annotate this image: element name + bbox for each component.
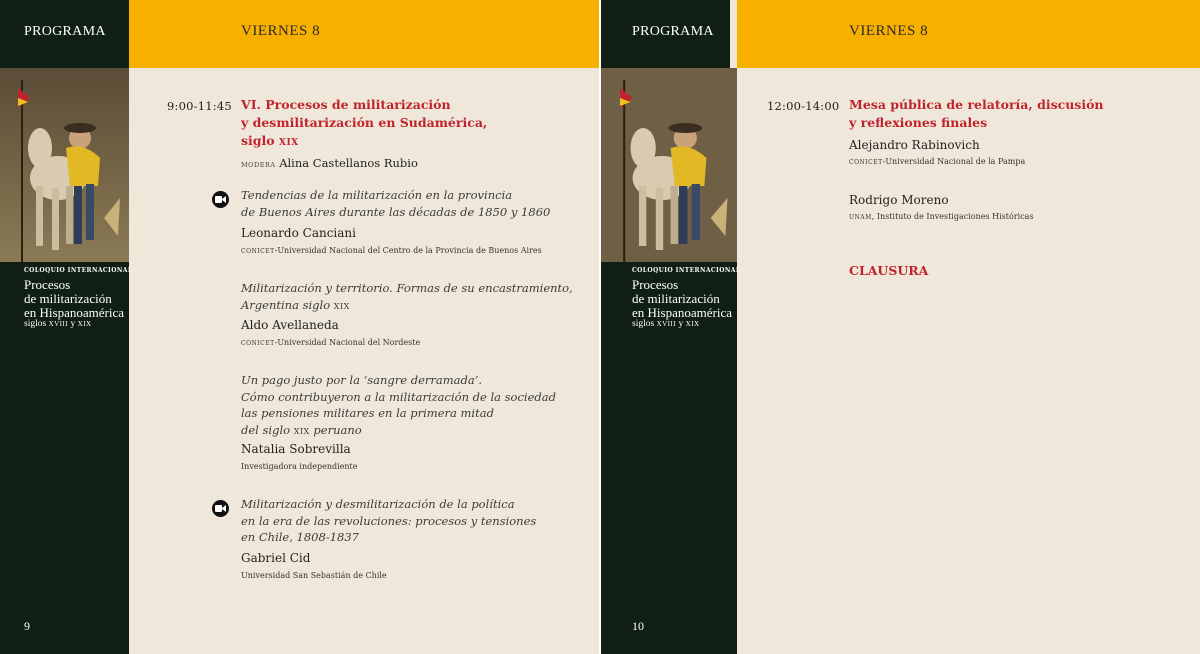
affiliation-text: -Universidad Nacional de la Pampa bbox=[882, 157, 1026, 166]
subtitle-part: siglos bbox=[632, 319, 657, 329]
video-camera-icon bbox=[212, 191, 229, 208]
section-label: PROGRAMA bbox=[24, 24, 106, 39]
event-title-line: en Hispanoamérica bbox=[632, 305, 732, 320]
talk-title bbox=[241, 187, 581, 220]
event-title-line: de militarización bbox=[24, 291, 112, 306]
speaker-name: Aldo Avellaneda bbox=[241, 318, 339, 332]
header-bar bbox=[737, 0, 1200, 68]
talk-title bbox=[241, 372, 581, 440]
session-time: 12:00-14:00 bbox=[767, 99, 840, 113]
closing-label: CLAUSURA bbox=[849, 263, 929, 278]
subtitle-part: y bbox=[676, 319, 686, 329]
speaker-name: Rodrigo Moreno bbox=[849, 193, 949, 207]
talk-title-part: Argentina siglo bbox=[241, 297, 334, 312]
video-camera-icon bbox=[212, 500, 229, 517]
session-title-century: XIX bbox=[278, 138, 299, 148]
program-page-10 bbox=[601, 0, 1200, 654]
header-bar bbox=[129, 0, 599, 68]
affiliation-text: -Universidad Nacional del Centro de la Provincia de Buenos Aires bbox=[274, 246, 542, 255]
speaker-affiliation bbox=[849, 212, 1034, 221]
moderator bbox=[241, 156, 418, 170]
talk-title-line: las pensiones militares en la primera mitad bbox=[241, 406, 494, 420]
event-subtitle bbox=[632, 319, 700, 329]
affiliation-text: -Universidad Nacional del Nordeste bbox=[274, 338, 421, 347]
speaker-affiliation bbox=[241, 338, 420, 347]
talk-title-line bbox=[241, 422, 581, 441]
speaker-affiliation bbox=[849, 157, 1025, 166]
moderator-label: MODERA bbox=[241, 161, 276, 169]
speaker-affiliation: Universidad San Sebastián de Chile bbox=[241, 571, 387, 580]
talk-title-line: en Chile, 1808-1837 bbox=[241, 530, 359, 544]
subtitle-part: siglos bbox=[24, 319, 49, 329]
cover-painting bbox=[0, 68, 129, 262]
affiliation-tag: CONICET bbox=[241, 340, 275, 347]
talk-title-line: Militarización y desmilitarización de la política bbox=[241, 497, 515, 511]
event-title-line: de militarización bbox=[632, 291, 720, 306]
speaker-name: Natalia Sobrevilla bbox=[241, 442, 351, 456]
colloquium-label: COLOQUIO INTERNACIONAL bbox=[632, 267, 741, 274]
subtitle-century: XVIII bbox=[656, 320, 677, 328]
day-label: VIERNES 8 bbox=[849, 23, 929, 39]
talk-title-line: Militarización y territorio. Formas de su encastramiento, bbox=[241, 281, 573, 295]
talk-title bbox=[241, 280, 581, 315]
talk-title-line: Un pago justo por la ‘sangre derramada’. bbox=[241, 373, 483, 387]
event-subtitle bbox=[24, 319, 92, 329]
event-title bbox=[632, 278, 737, 320]
event-title bbox=[24, 278, 129, 320]
page-number: 10 bbox=[632, 619, 644, 633]
affiliation-tag: CONICET bbox=[849, 159, 883, 166]
subtitle-part: y bbox=[68, 319, 78, 329]
session-title-line bbox=[241, 132, 487, 152]
speaker-affiliation: Investigadora independiente bbox=[241, 462, 358, 471]
session-time: 9:00-11:45 bbox=[167, 99, 232, 113]
speaker-name: Gabriel Cid bbox=[241, 551, 311, 565]
talk-title-part: del siglo bbox=[241, 422, 294, 437]
affiliation-text: , Instituto de Investigaciones Históricas bbox=[871, 212, 1034, 221]
affiliation-tag: UNAM bbox=[849, 214, 872, 221]
day-label: VIERNES 8 bbox=[241, 23, 321, 39]
subtitle-century: XIX bbox=[77, 320, 92, 328]
speaker-name: Alejandro Rabinovich bbox=[849, 138, 980, 152]
event-title-line: Procesos bbox=[24, 277, 71, 292]
talk-title bbox=[241, 496, 581, 546]
session-title bbox=[241, 96, 487, 152]
session-title bbox=[849, 96, 1104, 132]
talk-title-line: Tendencias de la militarización en la provincia bbox=[241, 188, 513, 202]
subtitle-century: XVIII bbox=[48, 320, 69, 328]
session-title-line: VI. Procesos de militarización bbox=[241, 97, 451, 112]
moderator-name: Alina Castellanos Rubio bbox=[279, 156, 418, 170]
session-title-line: y reflexiones finales bbox=[849, 115, 988, 130]
page-number: 9 bbox=[24, 619, 30, 633]
session-title-part: siglo bbox=[241, 133, 279, 148]
speaker-affiliation bbox=[241, 246, 542, 255]
talk-title-line: de Buenos Aires durante las décadas de 1850 y 1860 bbox=[241, 204, 551, 219]
section-label: PROGRAMA bbox=[632, 24, 714, 39]
affiliation-tag: CONICET bbox=[241, 248, 275, 255]
event-title-line: Procesos bbox=[632, 277, 679, 292]
talk-title-line: Cómo contribuyeron a la militarización de la sociedad bbox=[241, 389, 556, 404]
speaker-name: Leonardo Canciani bbox=[241, 226, 356, 240]
event-title-line: en Hispanoamérica bbox=[24, 305, 124, 320]
program-page-9 bbox=[0, 0, 599, 654]
session-title-line: y desmilitarización en Sudamérica, bbox=[241, 115, 488, 130]
talk-title-line bbox=[241, 297, 581, 316]
subtitle-century: XIX bbox=[685, 320, 700, 328]
colloquium-label: COLOQUIO INTERNACIONAL bbox=[24, 267, 133, 274]
session-title-line: Mesa pública de relatoría, discusión bbox=[849, 97, 1104, 112]
cover-painting bbox=[601, 68, 737, 262]
talk-title-century: XIX bbox=[293, 426, 310, 436]
talk-title-century: XIX bbox=[333, 301, 350, 311]
talk-title-line: en la era de las revoluciones: procesos y tensiones bbox=[241, 513, 537, 528]
talk-title-part: peruano bbox=[309, 422, 362, 437]
